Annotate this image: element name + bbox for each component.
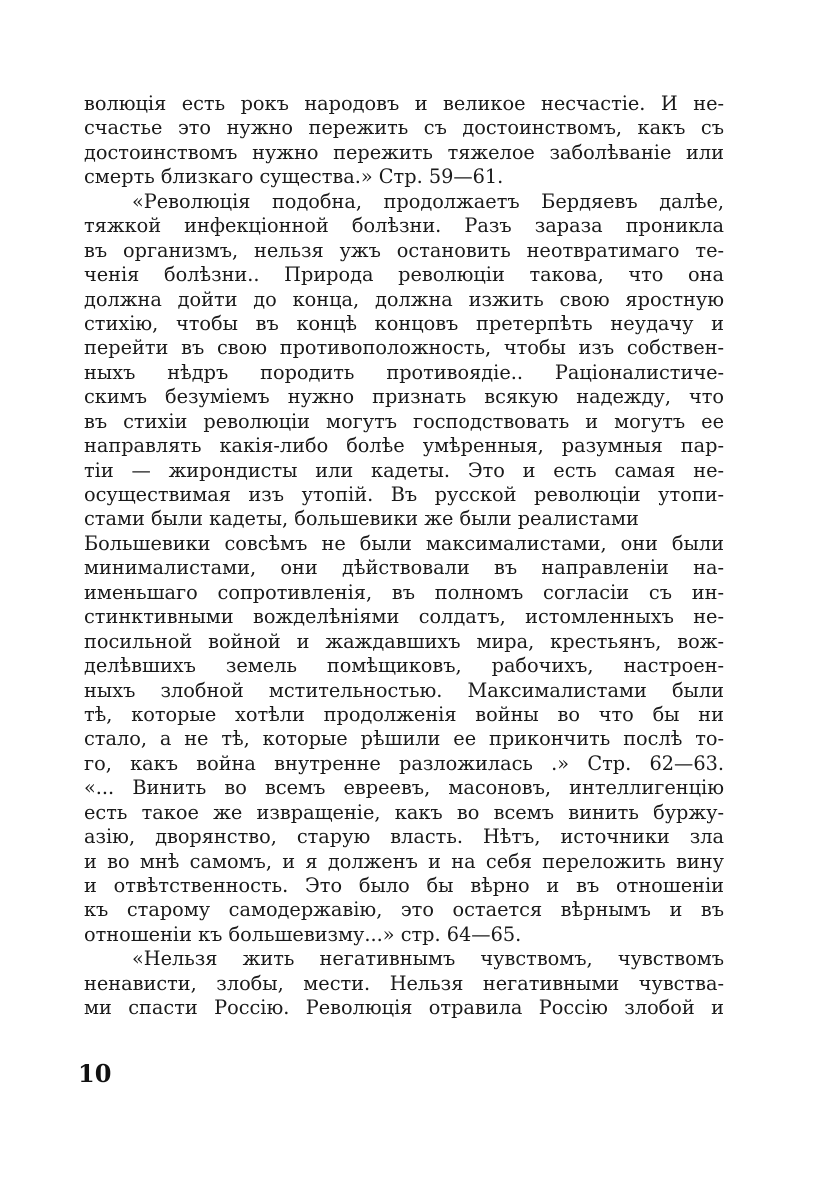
text-line: ныхъ нѣдръ породить противоядіе.. Раціоналистиче- [84,360,724,384]
text-line: минималистами, они дѣйствовали въ направленіи на- [84,556,724,580]
text-line: именьшаго сопротивленія, въ полномъ согласіи съ ин- [84,580,724,604]
text-line: ненависти, злобы, мести. Нельзя негативными чувства- [84,971,724,995]
text-line: и отвѣтственность. Это было бы вѣрно и въ отношеніи [84,874,724,897]
text-line: азію, дворянство, старую власть. Нѣтъ, источники зла [84,825,724,849]
text-line: перейти въ свою противоположность, чтобы изъ собствен- [84,336,724,360]
text-line: осуществимая изъ утопій. Въ русской революціи утопи- [84,483,724,506]
text-line: есть такое же извращеніе, какъ во всемъ винить буржу- [84,800,724,824]
text-line: въ организмъ, нельзя ужъ остановить неотвратимаго те- [84,238,724,262]
text-line: отношеніи къ большевизму...» стр. 64—65. [84,922,522,946]
text-line: къ старому самодержавію, это остается вѣрнымъ и въ [84,898,724,922]
text-line: го, какъ война внутренне разложилась .» Стр. 62—63. [84,751,724,775]
text-line: стихію, чтобы въ концѣ концовъ претерпѣть неудачу и [84,311,724,335]
text-line: делѣвшихъ земель помѣщиковъ, рабочихъ, настроен- [84,654,724,678]
text-line: въ стихіи революціи могутъ господствовать и могутъ ее [84,409,724,433]
text-line: скимъ безуміемъ нужно признать всякую надежду, что [84,385,724,409]
text-line: тѣ, которые хотѣли продолженія войны во что бы ни [84,702,724,726]
text-line: ныхъ злобной мстительностью. Максималистами были [84,678,724,702]
text-line: достоинствомъ нужно пережить тяжелое заболѣваніе или [84,140,724,164]
text-line: посильной войной и жаждавшихъ мира, крестьянъ, вож- [84,629,724,653]
text-line: ми спасти Россію. Революція отравила Россію злобой и [84,996,724,1020]
text-line: стами были кадеты, большевики же были реалистами [84,507,639,531]
text-line: стало, а не тѣ, которые рѣшили ее прикончить послѣ то- [84,727,724,751]
text-line: должна дойти до конца, должна изжить свою яростную [84,287,724,311]
text-line: направлять какія-либо болѣе умѣренныя, разумныя пар- [84,434,724,458]
text-line: тяжкой инфекціонной болѣзни. Разъ зараза проникла [84,214,724,238]
text-line: «Революція подобна, продолжаетъ Бердяевъ далѣе, [132,189,724,213]
page-number: 10 [78,1059,112,1088]
text-line: Большевики совсѣмъ не были максималистами, они были [84,531,724,555]
text-line: стинктивными вожделѣніями солдатъ, истомленныхъ не- [84,605,724,629]
text-line: ченія болѣзни.. Природа революціи такова, что она [84,263,724,287]
body-text [84,92,724,1021]
text-line: «Нельзя жить негативнымъ чувствомъ, чувствомъ [132,947,724,971]
text-line: «... Винить во всемъ евреевъ, масоновъ, интеллигенцію [84,776,724,800]
text-line: тіи — жирондисты или кадеты. Это и есть самая не- [84,458,724,482]
text-line: волюція есть рокъ народовъ и великое несчастіе. И не- [84,92,724,115]
text-line: счастье это нужно пережить съ достоинствомъ, какъ съ [84,116,724,140]
text-line: и во мнѣ самомъ, и я долженъ и на себя переложить вину [84,849,724,873]
text-line: смерть близкаго существа.» Стр. 59—61. [84,165,504,189]
